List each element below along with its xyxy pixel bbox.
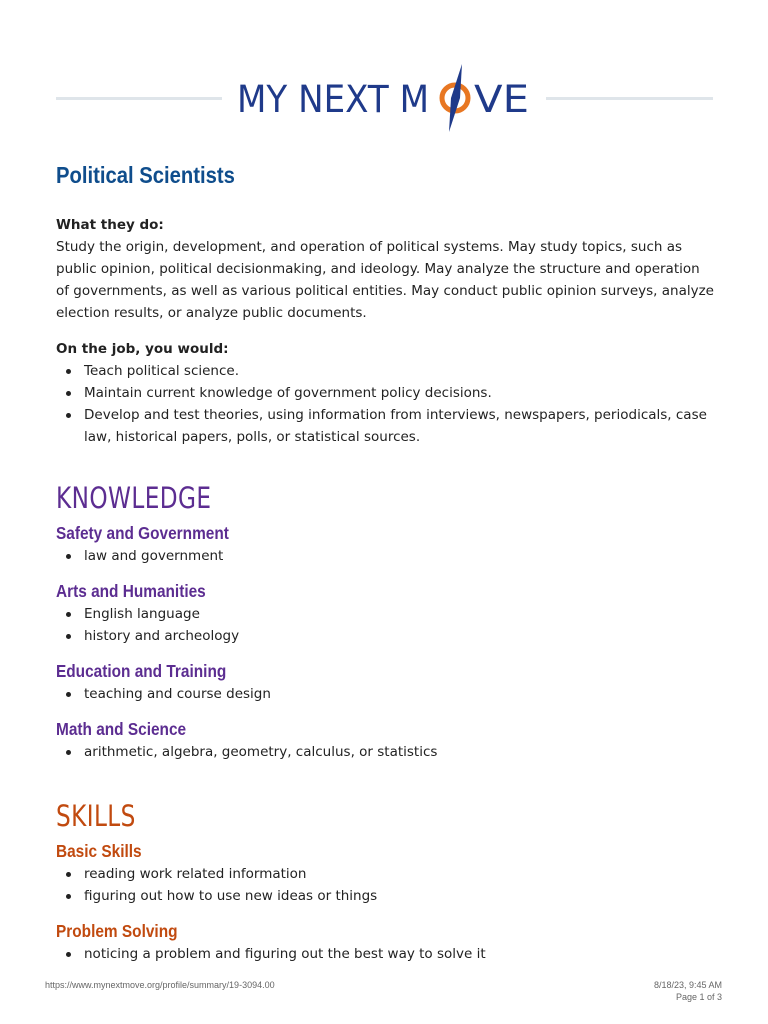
knowledge-group-title: Arts and Humanities [56,581,206,601]
list-item: figuring out how to use new ideas or things [56,885,716,907]
on-the-job-section [56,338,716,448]
list-item: arithmetic, algebra, geometry, calculus, or statistics [56,741,716,763]
knowledge-group-list [56,683,716,705]
knowledge-group-list [56,545,716,567]
footer-timestamp: 8/18/23, 9:45 AM [653,980,722,990]
skills-group-title: Basic Skills [56,841,142,861]
list-item: noticing a problem and figuring out the best way to solve it [56,943,716,965]
on-the-job-list [56,360,716,448]
what-they-do-label: What they do: [56,217,164,233]
knowledge-group-title: Education and Training [56,661,227,681]
svg-text:MY NEXT M: MY NEXT M [237,78,429,121]
my-next-move-logo[interactable] [236,62,532,134]
knowledge-group-title: Safety and Government [56,523,229,543]
footer-page-number: Page 1 of 3 [675,992,722,1002]
footer-url: https://www.mynextmove.org/profile/summary/19-3094.00 [45,980,275,990]
knowledge-group-title: Math and Science [56,719,187,739]
knowledge-heading: KNOWLEDGE [56,481,212,515]
list-item: Maintain current knowledge of government policy decisions. [56,382,716,404]
what-they-do-text: Study the origin, development, and operation of political systems. May study topics, such as public opinion, political decisionmaking, and ideology. May analyze the structure and operation of governments, as well as various political entities. May conduct public opinion surveys, analyze election results, or analyze public documents. [56,239,714,321]
list-item: teaching and course design [56,683,716,705]
list-item: law and government [56,545,716,567]
list-item: Develop and test theories, using information from interviews, newspapers, periodicals, case law, historical papers, polls, or statistical sources. [56,404,716,448]
skills-heading: SKILLS [56,799,136,833]
list-item: reading work related information [56,863,716,885]
profile-content [56,214,716,965]
svg-text:VE: VE [474,78,529,121]
knowledge-group-list [56,741,716,763]
knowledge-group-list [56,603,716,647]
list-item: Teach political science. [56,360,716,382]
list-item: English language [56,603,716,625]
list-item: history and archeology [56,625,716,647]
header-divider-left [56,97,222,100]
header-divider-right [546,97,713,100]
on-the-job-label: On the job, you would: [56,341,229,357]
skills-group-list [56,863,716,907]
skills-group-list [56,943,716,965]
footer-meta [654,979,722,1003]
skills-group-title: Problem Solving [56,921,178,941]
what-they-do-section [56,214,716,324]
header-logo-row [56,62,713,134]
skills-section [56,799,716,965]
knowledge-section [56,481,716,763]
compass-needle-icon [449,64,462,132]
page-title: Political Scientists [56,162,235,188]
